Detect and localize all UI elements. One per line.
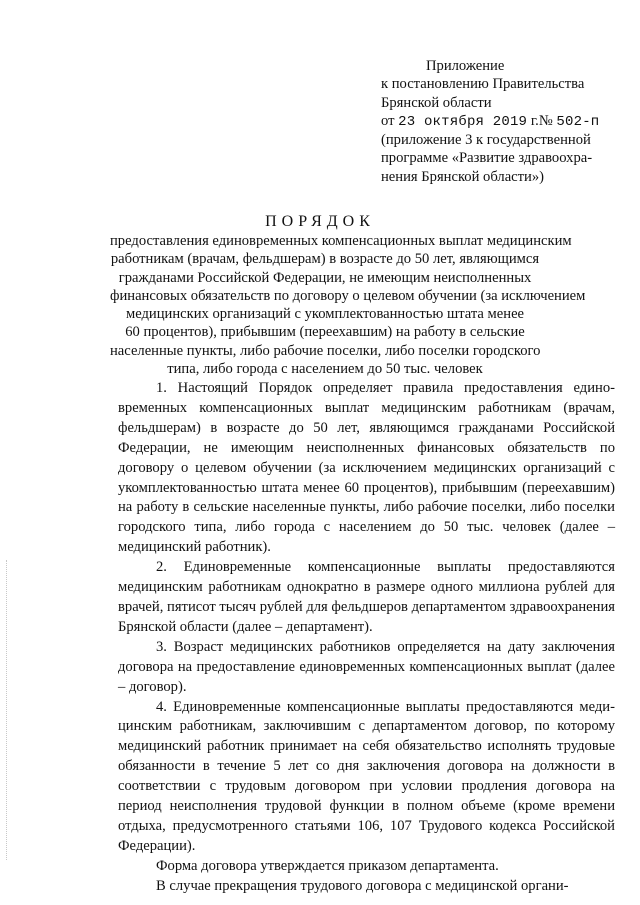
- paragraph-2: 2. Единовременные компенсационные выплаты предоставляются медицинским работникам однократно в размере одного миллиона рублей для врачей, пятисот тысяч рублей для фельдшеров департаментом здравоохранения Брянской области (далее – департамент).: [118, 559, 615, 635]
- scan-margin-mark: [6, 560, 8, 860]
- subtitle-line: типа, либо города с населением до 50 тыс. человек: [167, 361, 483, 378]
- subtitle-line: гражданами Российской Федерации, не имеющим неисполненных: [118, 269, 532, 286]
- appendix-region-line: Брянской области: [381, 94, 492, 111]
- subtitle-line: предоставления единовременных компенсационных выплат медицинским: [110, 233, 572, 249]
- appendix-number: 502-п: [556, 113, 600, 130]
- appendix-heading: Приложение: [426, 58, 505, 74]
- appendix-date-prefix: от: [381, 112, 395, 129]
- appendix-date: 23 октября 2019: [398, 113, 528, 130]
- appendix-block: [381, 57, 621, 186]
- subtitle-line: населенные пункты, либо рабочие поселки, либо поселки городского: [110, 342, 541, 359]
- subtitle-line: финансовых обязательств по договору о целевом обучении (за исключением: [110, 287, 586, 304]
- document-title: ПОРЯДОК: [265, 213, 375, 230]
- paragraph-1: 1. Настоящий Порядок определяет правила предоставления единовременных компенсационных выплат медицинским работникам (врачам, фельдшерам) в возрасте до 50 лет, являющимся гражданами Российской Федерации, не имеющим неисполненных финансовых обязательств по договору о целевом обучении (за исключением медицинских организаций с укомплектованностью штата менее 60 процентов), прибывшим (переехавшим) на работу в сельские населенные пункты, либо рабочие поселки, либо поселки городского типа, либо города с населением до 50 тыс. человек (далее – медицинский работник).: [118, 380, 615, 556]
- appendix-note-line-2: программе «Развитие здравоохра-: [381, 150, 593, 167]
- document-body: [118, 379, 615, 897]
- document-subtitle: [110, 232, 586, 378]
- paragraph-termination: В случае прекращения трудового договора с медицинской органи-: [156, 877, 569, 894]
- subtitle-line: медицинских организаций с укомплектованностью штата менее: [125, 306, 525, 323]
- paragraph-4: 4. Единовременные компенсационные выплаты предоставляются медицинским работникам, заключившим с департаментом договор, по которому медицинский работник принимает на себя обязательство исполнять трудовые обязанности в течение 5 лет со дня заключения договора на должности в соответствии с трудовым договором при условии продления договора на период неисполнения трудовой функции в полном объеме (кроме времени отдыха, предусмотренного статьями 106, 107 Трудового кодекса Российской Федерации).: [118, 698, 615, 854]
- appendix-note-line-1: (приложение 3 к государственной: [381, 132, 591, 149]
- paragraph-contract-form: Форма договора утверждается приказом департамента.: [156, 857, 499, 874]
- subtitle-line: работникам (врачам, фельдшерам) в возрасте до 50 лет, являющимся: [110, 251, 540, 268]
- appendix-date-line: [381, 112, 621, 131]
- appendix-resolution-line: к постановлению Правительства: [381, 76, 585, 93]
- paragraph-3: 3. Возраст медицинских работников определяется на дату заключения договора на предоставление единовременных компенсационных выплат (далее – договор).: [118, 638, 615, 695]
- appendix-note-line-3: нения Брянской области»): [381, 168, 544, 185]
- appendix-number-label: г.№: [530, 112, 553, 129]
- subtitle-line: 60 процентов), прибывшим (переехавшим) на работу в сельские: [125, 324, 525, 341]
